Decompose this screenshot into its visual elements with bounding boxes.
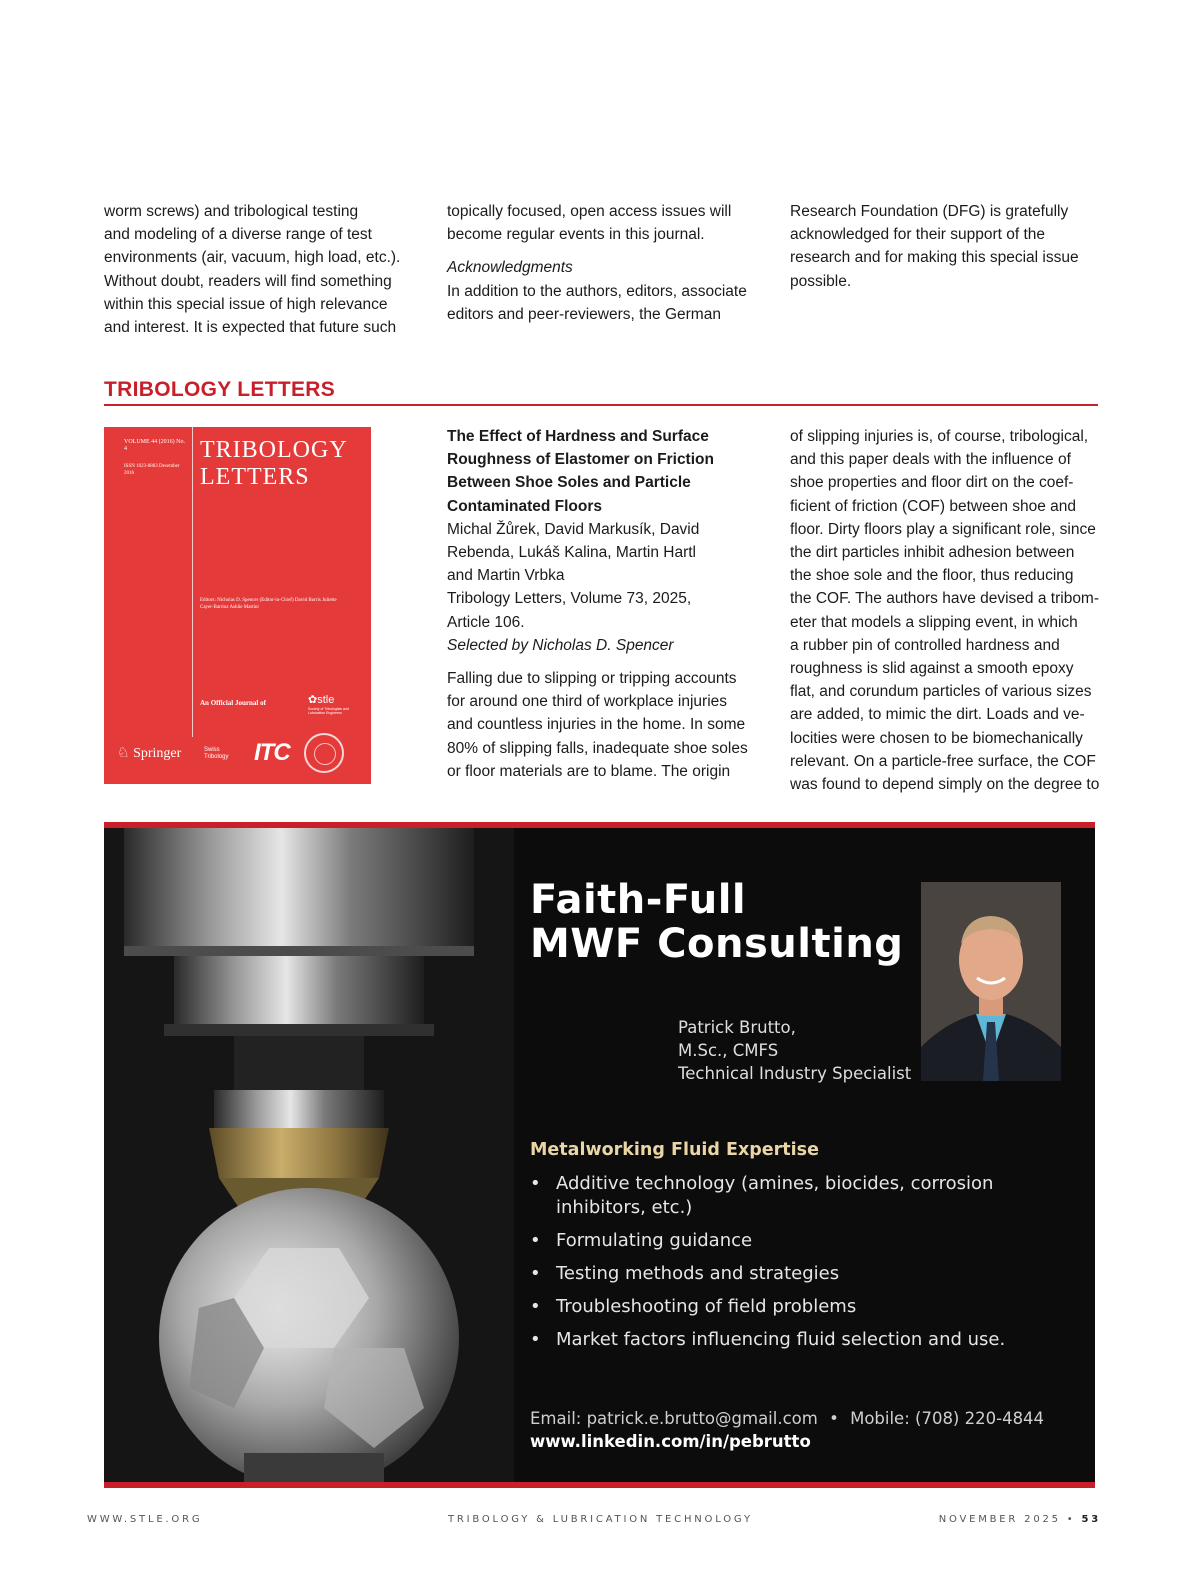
bullet: • [530, 1173, 541, 1194]
expertise-item: • Testing methods and strategies [530, 1263, 840, 1284]
article-title-line: Contaminated Floors [447, 497, 603, 515]
article-body-line: for around one third of workplace injuries [447, 693, 728, 711]
ad-bottom-bar [104, 1482, 1095, 1488]
top-column-3 [790, 200, 1110, 293]
article-body-line: shoe properties and floor dirt on the coef- [790, 474, 1074, 492]
text-line: possible. [790, 272, 852, 290]
stle-subtitle: Society of Tribologists and Lubrication Engineers [308, 707, 349, 715]
contact-credentials: M.Sc., CMFS [678, 1041, 779, 1060]
ad-title-line2: MWF Consulting [530, 921, 904, 967]
text-line: research and for making this special issue [790, 249, 1079, 267]
article-body-line: eter that models a slipping event, in which [790, 613, 1078, 631]
footer-website: WWW.STLE.ORG [87, 1514, 203, 1525]
article-citation-line: Article 106. [447, 613, 525, 631]
section-title: TRIBOLOGY LETTERS [104, 378, 336, 401]
ad-contact [678, 1016, 911, 1085]
article-body-line: a rubber pin of controlled hardness and [790, 636, 1060, 654]
article-authors-line: and Martin Vrbka [447, 567, 565, 585]
text-line: and interest. It is expected that future such [104, 319, 397, 337]
article-body-line: or floor materials are to blame. The origin [447, 762, 731, 780]
text-line: and modeling of a diverse range of test [104, 226, 372, 244]
article-body-line: locities were chosen to be biomechanically [790, 729, 1083, 747]
springer-logo: ♘ Springer [117, 746, 182, 761]
ad-title [530, 878, 903, 966]
article-title-line: Between Shoe Soles and Particle [447, 474, 691, 492]
text-line: worm screws) and tribological testing [104, 203, 359, 220]
article-selected-by: Selected by Nicholas D. Spencer [447, 636, 674, 654]
article-authors-line: Michal Žůrek, David Markusík, David [447, 520, 700, 538]
portrait-photo [921, 882, 1061, 1081]
swiss-tribology-logo: Swiss Tribology [204, 747, 229, 760]
article-title-line: Roughness of Elastomer on Friction [447, 451, 714, 469]
article-body-line: roughness is slid against a smooth epoxy [790, 660, 1074, 678]
journal-cover-image [104, 427, 371, 784]
stle-logo: ✿stle [308, 694, 335, 706]
cover-issn: ISSN 1023-8883 December 2016 [124, 464, 180, 476]
advertisement [104, 822, 1095, 1488]
text-line: within this special issue of high relevance [104, 295, 388, 313]
cover-title-line2: LETTERS [200, 464, 310, 490]
ad-title-line1: Faith-Full [530, 877, 747, 923]
article-body-line: relevant. On a particle-free surface, the COF [790, 752, 1096, 770]
stle-logo-text: stle [317, 694, 335, 706]
article-column-3 [790, 425, 1104, 796]
expertise-item: • Formulating guidance [530, 1230, 753, 1251]
footer-date-page [939, 1514, 1101, 1525]
springer-logo-text: Springer [133, 746, 182, 761]
article-body-line: ficient of friction (COF) between shoe and [790, 497, 1077, 515]
footer-publication: TRIBOLOGY & LUBRICATION TECHNOLOGY [448, 1514, 753, 1525]
article-title-line: The Effect of Hardness and Surface [447, 428, 709, 445]
bullet: • [530, 1263, 541, 1284]
article-body-line: and this paper deals with the influence of [790, 451, 1071, 469]
text-line: Without doubt, readers will find something [104, 272, 392, 290]
article-body-line: are added, to mimic the dirt. Loads and ve- [790, 706, 1085, 724]
article-body-line: Falling due to slipping or tripping accounts [447, 670, 737, 688]
contact-email[interactable]: Email: patrick.e.brutto@gmail.com [530, 1409, 818, 1428]
cover-title-line1: TRIBOLOGY [200, 437, 348, 463]
text-line: become regular events in this journal. [447, 226, 705, 244]
text-line: editors and peer-reviewers, the German [447, 305, 721, 323]
article-body-line: flat, and corundum particles of various sizes [790, 683, 1092, 701]
bullet: • [530, 1296, 541, 1317]
cover-divider [192, 427, 193, 737]
article-body-line: floor. Dirty floors play a significant role, since [790, 520, 1096, 538]
expertise-item: • Market factors influencing fluid selection and use. [530, 1329, 1006, 1350]
text-line: topically focused, open access issues will [447, 203, 732, 220]
contact-mobile: Mobile: (708) 220-4844 [850, 1409, 1045, 1428]
article-body-line: and countless injuries in the home. In some [447, 716, 746, 734]
text-line: acknowledged for their support of the [790, 226, 1046, 244]
article-authors-line: Rebenda, Lukáš Kalina, Martin Hartl [447, 544, 696, 562]
milling-tool-photo [104, 828, 514, 1482]
article-body-line: the COF. The authors have devised a tribom- [790, 590, 1100, 608]
text-line: In addition to the authors, editors, associate [447, 282, 747, 300]
contact-role: Technical Industry Specialist [678, 1064, 912, 1083]
society-seal-icon [304, 733, 344, 773]
cover-official-journal: An Official Journal of [200, 699, 266, 707]
top-column-2 [447, 200, 767, 326]
section-divider [104, 404, 1098, 406]
itc-logo: ITC [254, 739, 290, 766]
expertise-item: • Troubleshooting of field problems [530, 1296, 857, 1317]
linkedin-link[interactable]: www.linkedin.com/in/pebrutto [530, 1432, 811, 1451]
article-body-line: of slipping injuries is, of course, tribological, [790, 428, 1089, 445]
bullet: • [530, 1230, 541, 1251]
page-number: 53 [1081, 1514, 1101, 1525]
expertise-list [530, 1172, 1050, 1361]
article-column-2 [447, 425, 767, 783]
text-line: environments (air, vacuum, high load, etc.). [104, 249, 401, 267]
separator: • [829, 1409, 839, 1428]
text-line: Research Foundation (DFG) is gratefully [790, 203, 1069, 220]
footer-date: NOVEMBER 2025 • [938, 1514, 1076, 1525]
bullet: • [530, 1329, 541, 1350]
ad-contact-footer [530, 1407, 1044, 1453]
acknowledgments-heading: Acknowledgments [447, 259, 573, 277]
article-body-line: the shoe sole and the floor, thus reducing [790, 567, 1074, 585]
article-body-line: the dirt particles inhibit adhesion between [790, 544, 1075, 562]
cover-volume: VOLUME 44 (2016) No. 4 [124, 439, 185, 452]
contact-name: Patrick Brutto, [678, 1018, 796, 1037]
cover-editors: Editors: Nicholas D. Spencer (Editor-in-Chief) David Burris Juliette Cayer-Barrioz Ashlie Martini [200, 598, 337, 610]
top-column-1 [104, 200, 424, 339]
article-body-line: 80% of slipping falls, inadequate shoe soles [447, 739, 748, 757]
article-citation-line: Tribology Letters, Volume 73, 2025, [447, 590, 692, 608]
expertise-heading: Metalworking Fluid Expertise [530, 1140, 819, 1160]
article-body-line: was found to depend simply on the degree to [790, 776, 1100, 794]
expertise-item: • Additive technology (amines, biocides, corrosion inhibitors, etc.) [530, 1173, 994, 1218]
